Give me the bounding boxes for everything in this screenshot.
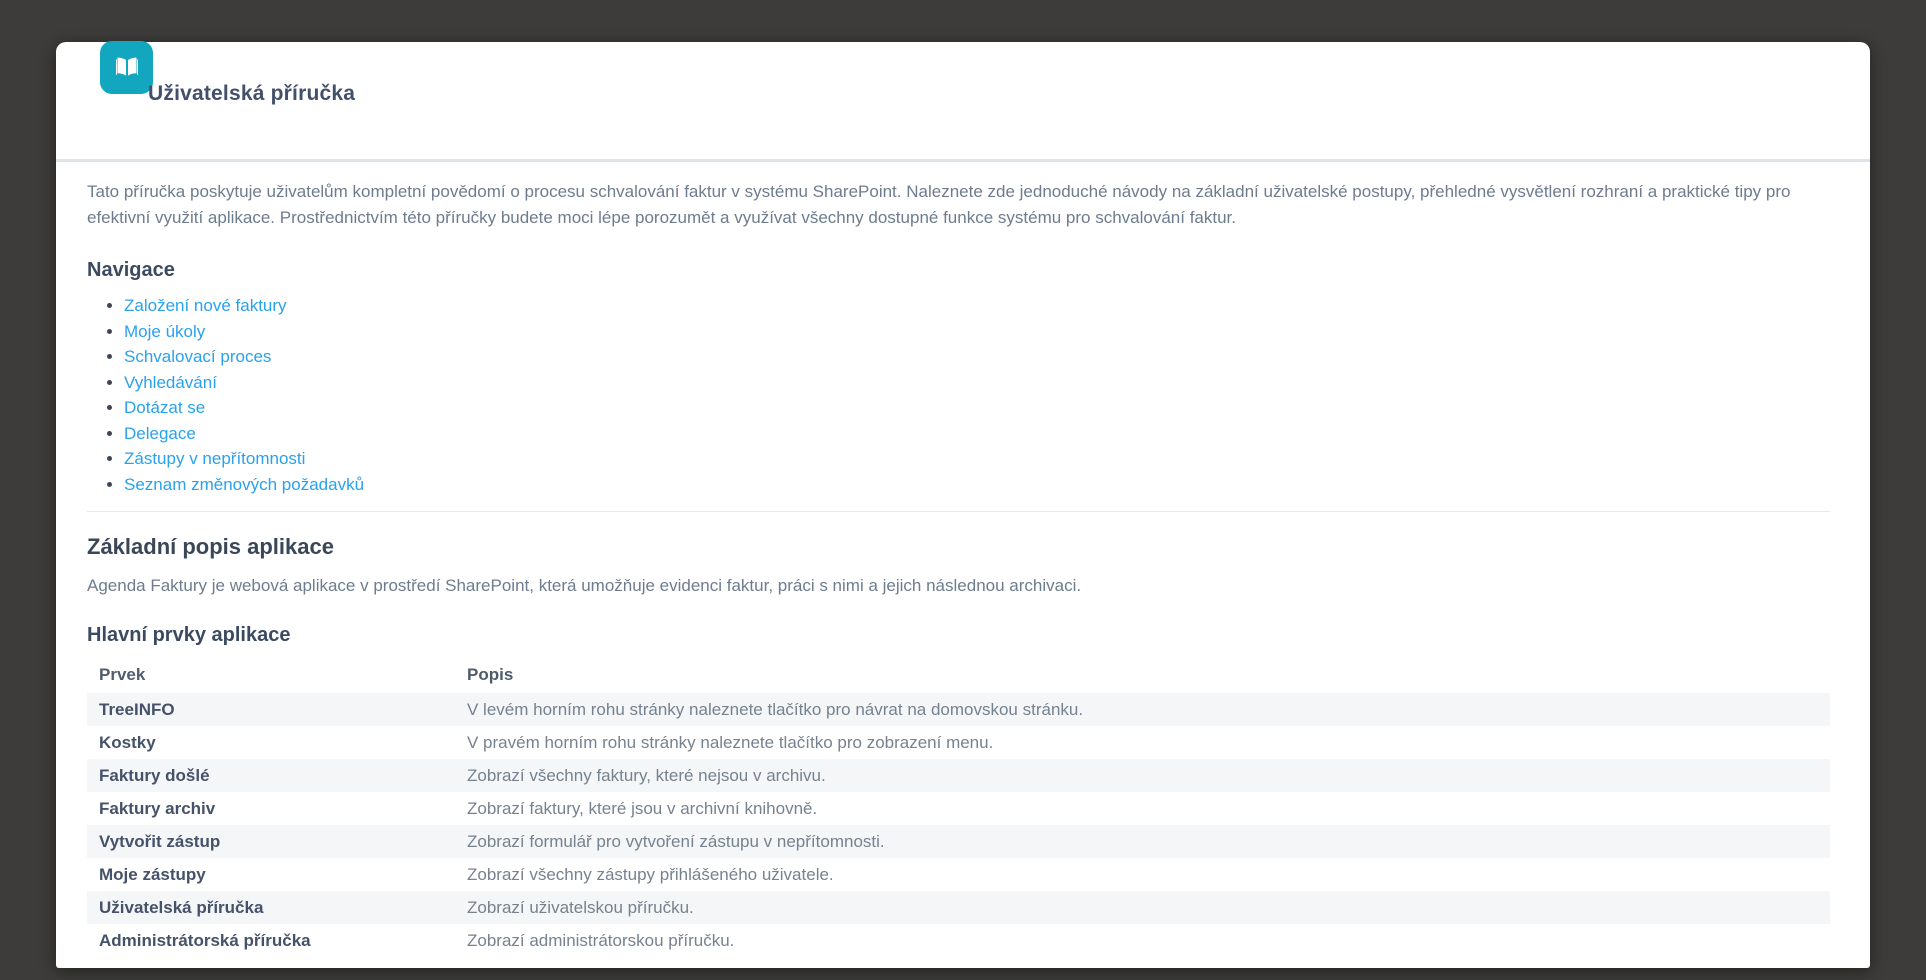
nav-link-zalozeni-nove-faktury[interactable]: Založení nové faktury [124,296,287,315]
nav-link-delegace[interactable]: Delegace [124,423,196,443]
book-icon [100,41,153,94]
section-divider [87,511,1830,512]
list-item [124,344,1830,370]
content-area [56,179,1870,957]
cell-prvek: Moje zástupy [99,865,206,884]
list-item [124,421,1830,447]
cell-popis: V levém horním rohu stránky naleznete tlačítko pro návrat na domovskou stránku. [467,700,1084,719]
list-item [124,293,1830,319]
navigation-heading: Navigace [87,259,175,281]
list-item [124,446,1830,472]
table-row [87,825,1830,858]
nav-link-dotazat-se[interactable]: Dotázat se [124,398,206,417]
table-row [87,924,1830,957]
list-item [124,370,1830,396]
column-header-popis: Popis [467,665,514,684]
nav-link-vyhledavani[interactable]: Vyhledávání [124,372,217,392]
list-item [124,319,1830,345]
cell-popis: Zobrazí uživatelskou příručku. [467,898,694,917]
basic-description-text: Agenda Faktury je webová aplikace v prostředí SharePoint, která umožňuje evidenci faktur, práci s nimi a jejich následnou archivaci. [87,576,1082,595]
table-row [87,726,1830,759]
user-guide-card [56,42,1870,968]
card-header [56,42,1870,162]
list-item [124,472,1830,498]
cell-popis: Zobrazí všechny zástupy přihlášeného uživatele. [467,865,834,884]
cell-prvek: Kostky [99,733,156,752]
column-header-prvek: Prvek [99,665,146,684]
table-header-row [87,656,1830,693]
nav-link-schvalovaci-proces[interactable]: Schvalovací proces [124,347,272,366]
nav-link-seznam-zmenovych-pozadavku[interactable]: Seznam změnových požadavků [124,474,365,494]
table-row [87,759,1830,792]
cell-prvek: Faktury archiv [99,799,216,818]
nav-link-moje-ukoly[interactable]: Moje úkoly [124,321,206,341]
elements-heading: Hlavní prvky aplikace [87,624,291,646]
table-row [87,792,1830,825]
page-title: Uživatelská příručka [148,82,356,105]
nav-link-zastupy-v-nepritomnosti[interactable]: Zástupy v nepřítomnosti [124,449,306,468]
cell-popis: Zobrazí formulář pro vytvoření zástupu v nepřítomnosti. [467,832,885,851]
list-item [124,395,1830,421]
table-row [87,693,1830,726]
cell-popis: Zobrazí faktury, které jsou v archivní knihovně. [467,799,818,818]
navigation-list [87,293,1830,497]
cell-prvek: Administrátorská příručka [99,931,311,950]
table-row [87,858,1830,891]
cell-prvek: Uživatelská příručka [99,898,264,917]
cell-prvek: Vytvořit zástup [99,832,221,851]
cell-popis: Zobrazí administrátorskou příručku. [467,931,735,950]
elements-table [87,656,1830,957]
cell-popis: V pravém horním rohu stránky naleznete tlačítko pro zobrazení menu. [467,733,994,752]
table-row [87,891,1830,924]
basic-description-heading: Základní popis aplikace [87,534,334,559]
cell-prvek: Faktury došlé [99,766,210,785]
intro-paragraph: Tato příručka poskytuje uživatelům kompletní povědomí o procesu schvalování faktur v systému SharePoint. Naleznete zde jednoduché návody na základní uživatelské postupy, přehledné vysvětlení rozhraní a praktické tipy pro efektivní využití aplikace. Prostřednictvím této příručky budete moci lépe porozumět a využívat všechny dostupné funkce systému pro schvalování faktur. [87,182,1791,227]
cell-popis: Zobrazí všechny faktury, které nejsou v archivu. [467,766,826,785]
cell-prvek: TreeINFO [99,700,175,719]
